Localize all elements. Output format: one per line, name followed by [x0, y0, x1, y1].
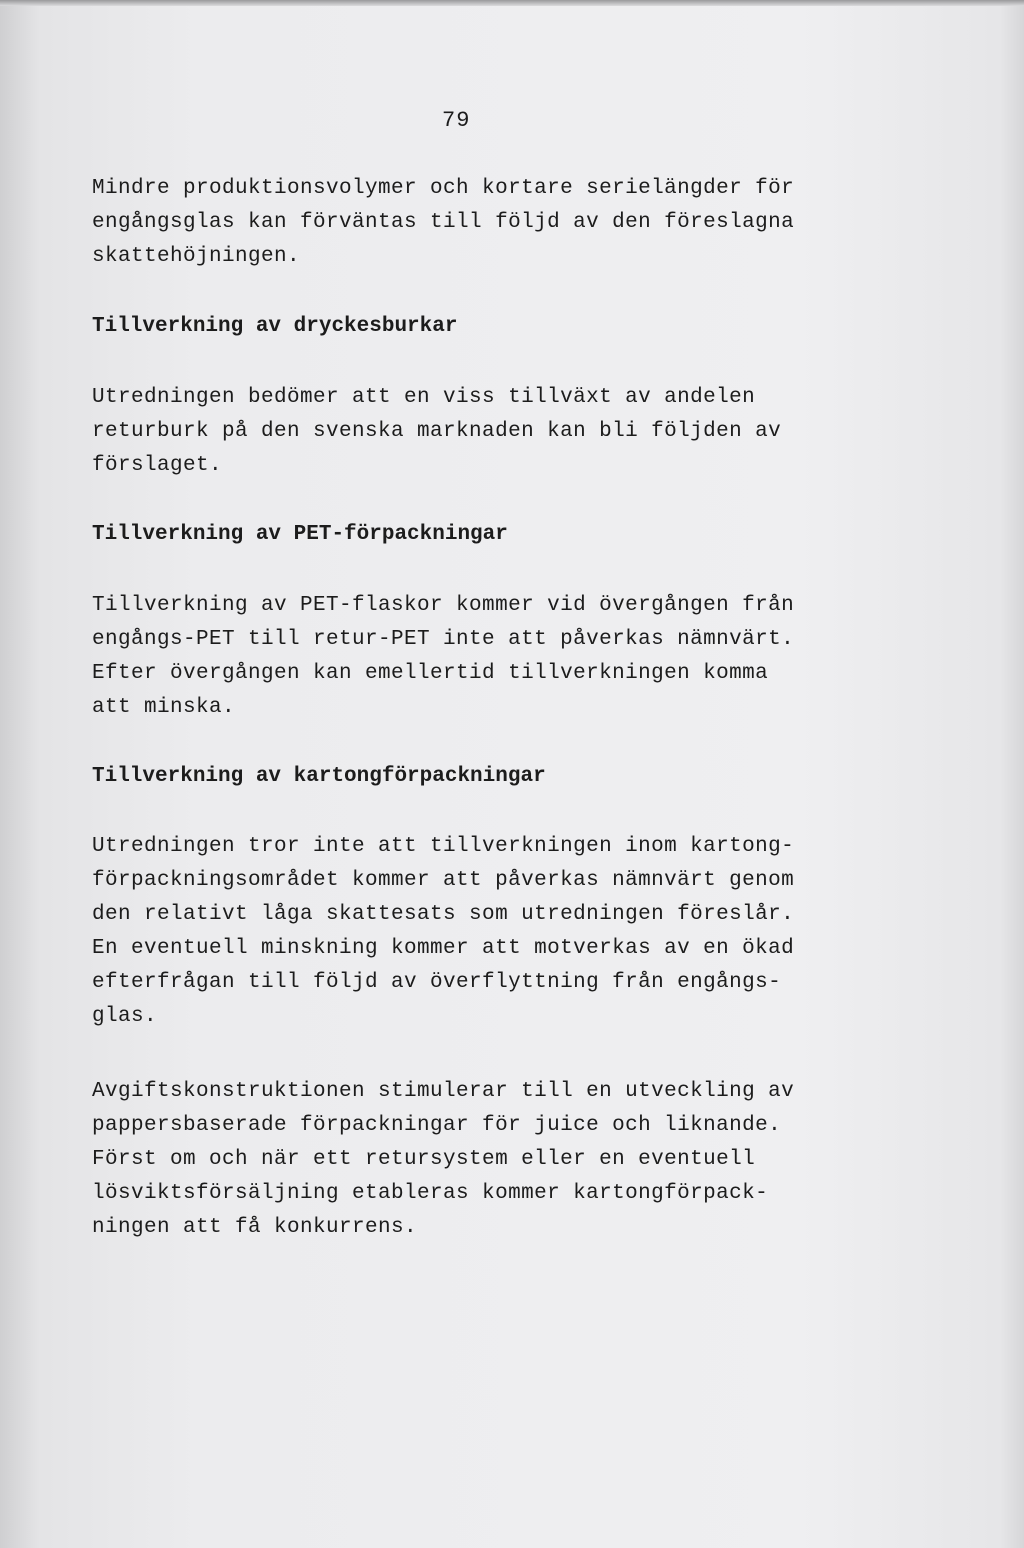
text-line: skattehöjningen. — [92, 245, 301, 268]
text-line: returburk på den svenska marknaden kan bli följden av — [92, 420, 782, 443]
scan-edge — [0, 0, 1024, 6]
text-line: Mindre produktionsvolymer och kortare serielängder för — [92, 177, 795, 200]
intro-paragraph — [92, 172, 862, 274]
text-line: Tillverkning av PET-flaskor kommer vid övergången från — [92, 594, 795, 617]
text-line: ningen att få konkurrens. — [92, 1216, 418, 1239]
section-paragraph-dryckesburkar — [92, 381, 862, 483]
text-line: att minska. — [92, 696, 236, 719]
text-line: Avgiftskonstruktionen stimulerar till en utveckling av — [92, 1080, 795, 1103]
text-line: Efter övergången kan emellertid tillverkningen komma — [92, 662, 769, 685]
text-line: den relativt låga skattesats som utredningen föreslår. — [92, 903, 795, 926]
text-line: efterfrågan till följd av överflyttning från engångs- — [92, 971, 782, 994]
text-line: En eventuell minskning kommer att motverkas av en ökad — [92, 937, 795, 960]
closing-paragraph — [92, 1075, 862, 1245]
text-line: glas. — [92, 1005, 158, 1028]
text-line: Utredningen bedömer att en viss tillväxt av andelen — [92, 386, 756, 409]
text-line: förslaget. — [92, 454, 223, 477]
section-paragraph-kartong — [92, 830, 862, 1034]
section-heading-kartong: Tillverkning av kartongförpackningar — [92, 765, 546, 788]
text-line: Först om och när ett retursystem eller en eventuell — [92, 1148, 756, 1171]
section-heading-dryckesburkar: Tillverkning av dryckesburkar — [92, 315, 458, 338]
section-heading-pet: Tillverkning av PET-förpackningar — [92, 523, 508, 546]
page-number: 79 — [442, 108, 471, 133]
text-line: förpackningsområdet kommer att påverkas nämnvärt genom — [92, 869, 795, 892]
text-line: pappersbaserade förpackningar för juice och liknande. — [92, 1114, 782, 1137]
text-line: Utredningen tror inte att tillverkningen inom kartong- — [92, 835, 795, 858]
text-line: engångsglas kan förväntas till följd av den föreslagna — [92, 211, 795, 234]
text-line: lösviktsförsäljning etableras kommer kartongförpack- — [92, 1182, 769, 1205]
text-line: engångs-PET till retur-PET inte att påverkas nämnvärt. — [92, 628, 795, 651]
section-paragraph-pet — [92, 589, 862, 725]
